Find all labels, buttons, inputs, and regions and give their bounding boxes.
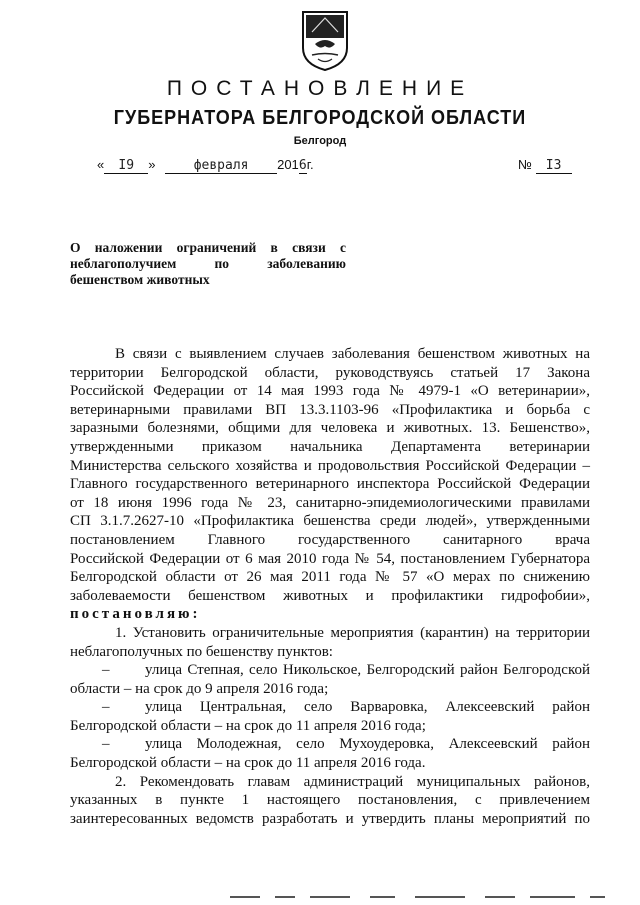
decree-word: постановляю:	[70, 606, 201, 623]
body-line: 1. Установить ограничительные мероприятия (карантин) на территории	[115, 624, 590, 641]
body-line: ветеринарными правилами ВП 13.3.1103-96 «Профилактика и борьба с	[70, 401, 590, 418]
body-line: области – на срок до 9 апреля 2016 года;	[70, 680, 329, 697]
date-month: февраля	[193, 158, 249, 173]
body-line: Российской Федерации от 14 мая 1993 года № 4979-1 «О ветеринарии»,	[70, 383, 590, 400]
body-line: территории Белгородской области, руководствуясь статьей 17 Закона	[70, 364, 590, 381]
document-subject	[70, 240, 346, 288]
document-title: ПОСТАНОВЛЕНИЕ	[166, 77, 474, 100]
document-number	[518, 157, 572, 174]
body-line: Министерства сельского хозяйства и продовольствия Российской Федерации –	[70, 457, 590, 474]
body-line: постановлением Главного государственного санитарного врача	[70, 531, 590, 548]
body-line: Белгородской области – на срок до 11 апреля 2016 года.	[70, 755, 426, 772]
date-year-mark: г.	[306, 157, 314, 172]
list-item	[70, 661, 590, 680]
date-quote-open: «	[97, 157, 105, 172]
body-line: неблагополучных по бешенству пунктов:	[70, 643, 333, 660]
coat-of-arms-emblem	[300, 8, 350, 72]
date-year-suffix: 6	[298, 158, 307, 173]
city-name: Белгород	[293, 135, 347, 147]
issuer-title: ГУБЕРНАТОРА БЕЛГОРОДСКОЙ ОБЛАСТИ	[113, 105, 527, 129]
subject-line: бешенством животных	[70, 272, 210, 287]
body-line: Российской Федерации от 6 мая 2010 года № 54, постановлением Губернатора	[70, 550, 590, 567]
body-line: Белгородской области – на срок до 11 апреля 2016 года;	[70, 717, 426, 734]
subject-line: неблагополучием по заболеванию	[70, 256, 346, 271]
number-value: I3	[545, 158, 562, 173]
body-line: улица Степная, село Никольское, Белгородский район Белгородской	[145, 662, 590, 679]
date-quote-close: »	[148, 157, 156, 172]
body-line: заинтересованных ведомств разработать и утвердить планы мероприятий по	[70, 810, 590, 827]
body-line: от 18 июня 1996 года № 23, санитарно-эпидемиологическими правилами	[70, 494, 590, 511]
body-line: В связи с выявлением случаев заболевания бешенством животных на	[115, 346, 590, 362]
document-body	[70, 345, 590, 828]
list-item	[70, 735, 590, 754]
body-line: заразными болезнями, общими для человека и животных. 13. Бешенство»,	[70, 420, 590, 437]
list-item	[70, 698, 590, 717]
body-line: улица Центральная, село Варваровка, Алексеевский район	[145, 699, 590, 716]
body-line: Белгородской области от 26 мая 2011 года № 57 «О мерах по снижению	[70, 569, 590, 586]
dash-mark: –	[102, 736, 110, 753]
subject-line: О наложении ограничений в связи с	[70, 240, 346, 255]
date-year-prefix: 201	[277, 157, 299, 172]
body-line: 2. Рекомендовать главам администраций муниципальных районов,	[115, 773, 590, 790]
next-page-text-fragment	[230, 893, 610, 901]
date-day: I9	[118, 158, 135, 173]
dash-mark: –	[102, 662, 110, 679]
body-line: Главного государственного ветеринарного инспектора Российской Федерации	[70, 476, 590, 493]
number-label: №	[518, 157, 532, 172]
body-line: утвержденными приказом начальника Департамента ветеринарии	[70, 438, 590, 455]
body-line: СП 3.1.7.2627-10 «Профилактика бешенства среди людей», утвержденными	[70, 513, 590, 530]
date-field	[97, 157, 314, 174]
dash-mark: –	[102, 699, 110, 716]
body-line: улица Молодежная, село Мухоудеровка, Алексеевский район	[145, 736, 590, 753]
body-line: указанных в пункте 1 настоящего постановления, с привлечением	[70, 792, 590, 809]
body-line: заболеваемости бешенством животных и профилактики гидрофобии»,	[70, 587, 590, 604]
